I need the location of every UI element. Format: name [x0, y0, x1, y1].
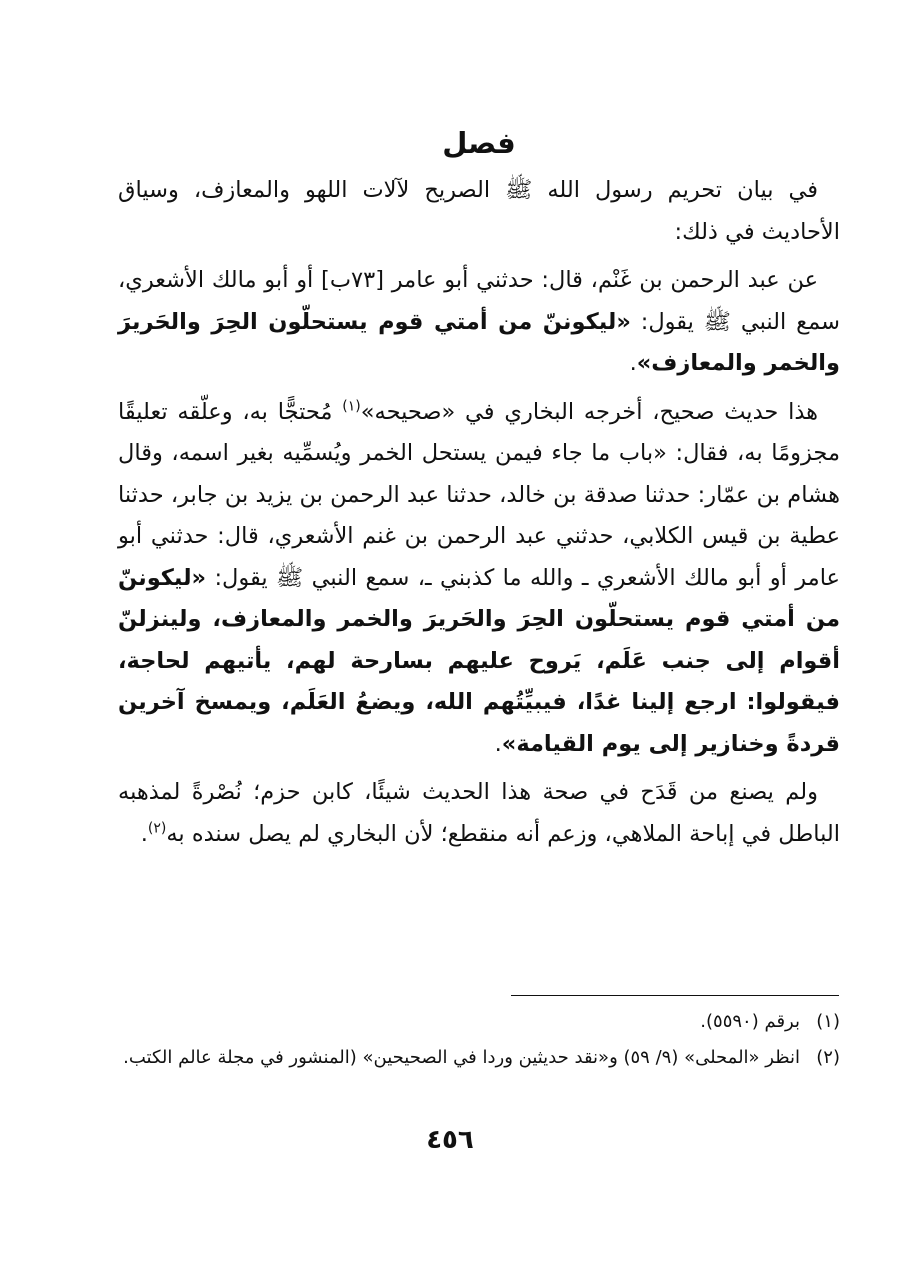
footnote-text: انظر «المحلى» (٩/ ٥٩) و«نقد حديثين وردا في الصحيحين» (المنشور في مجلة عالم الكتب.: [123, 1047, 800, 1068]
critique-text: ولم يصنع من قَدَح في صحة هذا الحديث شيئًا، كابن حزم؛ نُصْرةً لمذهبه الباطل في إباحة الملاهي، وزعم أنه منقطع؛ لأن البخاري لم يصل سنده به: [118, 779, 840, 847]
page-body: [118, 120, 840, 862]
hadith-end: .: [494, 730, 502, 757]
narration-quote: «ليكوننّ من أمتي قوم يستحلّون الحِرَ والحَريرَ والخمر والمعازف»: [118, 308, 840, 376]
critique-end: .: [140, 820, 148, 847]
footnote-item: [118, 1004, 840, 1040]
footnotes: [118, 1004, 840, 1076]
hadith-lead: هذا حديث صحيح، أخرجه البخاري في «صحيحه»: [360, 398, 819, 425]
footnote-text: برقم (٥٥٩٠).: [700, 1011, 800, 1032]
footnote-number: (٢): [816, 1047, 840, 1068]
section-heading: فصل: [442, 126, 516, 160]
page-number: ٤٥٦: [426, 1125, 474, 1155]
hadith-body: مُحتجًّا به، وعلّقه تعليقًا مجزومًا به، فقال: «باب ما جاء فيمن يستحل الخمر ويُسمِّيه بغير اسمه، وقال هشام بن عمّار: حدثنا صدقة بن خالد، حدثنا عبد الرحمن بن يزيد بن جابر، حدثنا عطية بن قيس الكلابي، حدثني عبد الرحمن بن غنم الأشعري، قال: حدثني أبو عامر أو أبو مالك الأشعري ـ والله ما كذبني ـ، سمع النبي ﷺ يقول:: [118, 398, 840, 591]
narration-lead: عن عبد الرحمن بن غَنْم، قال: حدثني أبو عامر [٧٣ب] أو أبو مالك الأشعري، سمع النبي ﷺ يقول:: [118, 267, 840, 335]
footnote-divider: [511, 995, 839, 996]
critique-paragraph: [118, 772, 840, 855]
intro-paragraph: في بيان تحريم رسول الله ﷺ الصريح لآلات اللهو والمعازف، وسياق الأحاديث في ذلك:: [118, 177, 840, 245]
footnote-number: (١): [816, 1011, 840, 1032]
hadith-quote: «ليكوننّ من أمتي قوم يستحلّون الحِرَ والحَريرَ والخمر والمعازف، ولينزلنّ أقوام إلى جنب عَلَم، يَروح عليهم بسارحة لهم، يأتيهم لحاجة، فيقولوا: ارجع إلينا غدًا، فيبيِّتُهم الله، ويضعُ العَلَم، ويمسخ آخرين قردةً وخنازير إلى يوم القيامة»: [118, 564, 840, 757]
hadith-paragraph: [118, 392, 840, 766]
footnote-ref-1[interactable]: (١): [342, 398, 361, 414]
footnote-item: [118, 1040, 840, 1076]
narration-paragraph: [118, 260, 840, 385]
narration-end: .: [629, 350, 637, 376]
footnote-ref-2[interactable]: (٢): [147, 820, 167, 836]
